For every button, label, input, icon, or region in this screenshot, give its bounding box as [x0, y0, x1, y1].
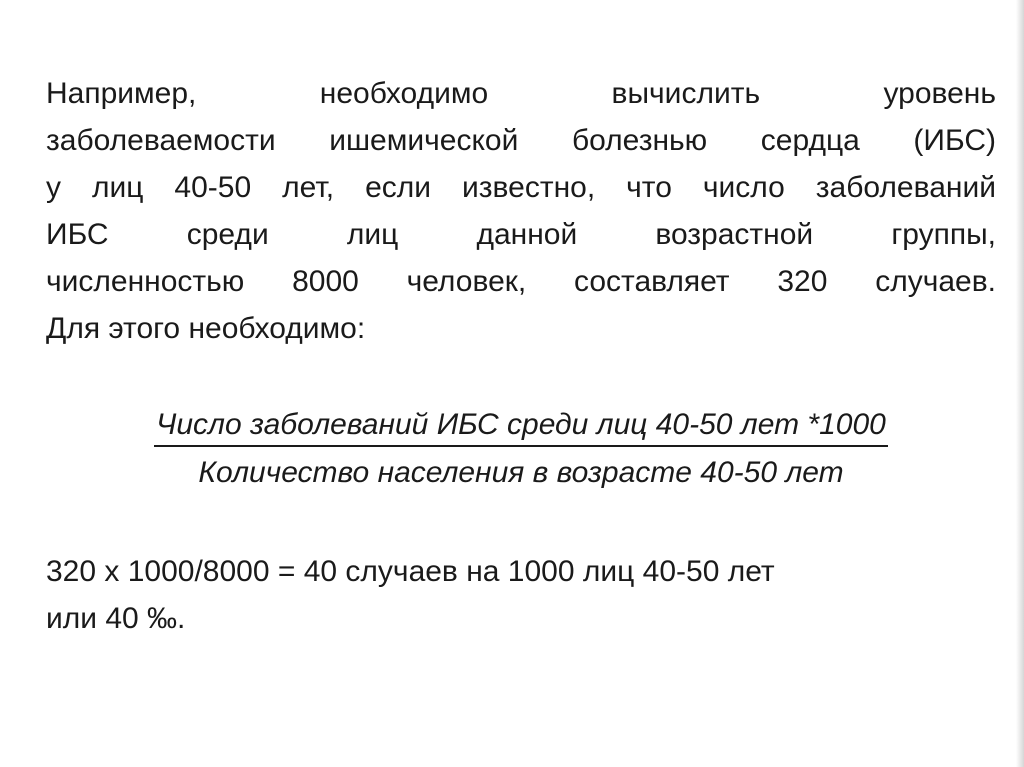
- result-line-1: 320 х 1000/8000 = 40 случаев на 1000 лиц 40-50 лет: [46, 555, 775, 588]
- result-line-2: или 40 ‰.: [46, 602, 186, 635]
- slide-edge-shadow: [1016, 0, 1024, 767]
- paragraph-line-5: численностью 8000 человек, составляет 320 случаев.: [46, 265, 996, 298]
- intro-paragraph: [46, 70, 996, 352]
- rate-formula: [46, 402, 996, 496]
- paragraph-line-1: Например, необходимо вычислить уровень: [46, 77, 996, 110]
- formula-numerator: Число заболеваний ИБС среди лиц 40-50 лет *1000: [154, 405, 888, 447]
- calculation-result: [46, 548, 996, 642]
- formula-denominator: Количество населения в возрасте 40-50 лет: [198, 456, 844, 489]
- paragraph-line-3: у лиц 40-50 лет, если известно, что число заболеваний: [46, 171, 996, 204]
- paragraph-line-2: заболеваемости ишемической болезнью сердца (ИБС): [46, 124, 996, 157]
- paragraph-line-4: ИБС среди лиц данной возрастной группы,: [46, 218, 996, 251]
- paragraph-line-6: Для этого необходимо:: [46, 312, 366, 345]
